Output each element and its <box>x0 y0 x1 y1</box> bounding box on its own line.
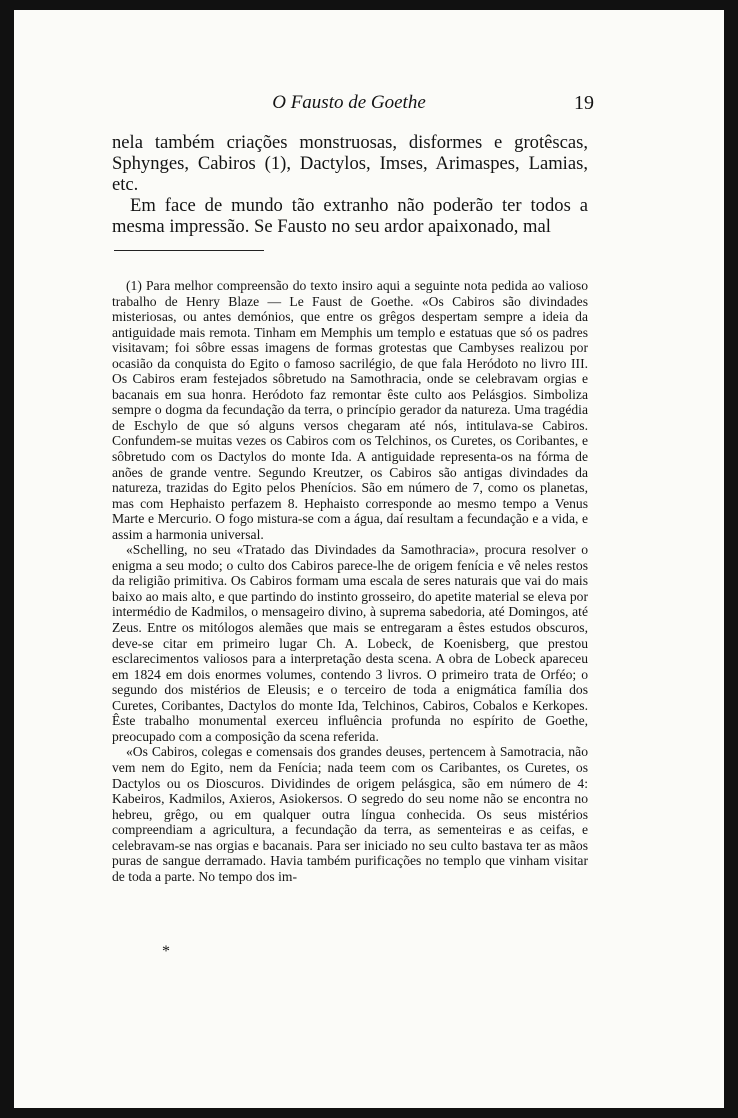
footnote-paragraph: (1) Para melhor compreensão do texto insiro aqui a seguinte nota pedida ao valioso trabalho de Henry Blaze — Le Faust de Goethe. «Os Cabiros são divindades misteriosas, ou antes demónios, que entre os grêgos despertam sempre a ideia da antiguidade mais remota. Tinham em Memphis um templo e estatuas que só os padres visitavam; foi sôbre essas imagens de formas grotestas que Cambyses realizou por ocasião da conquista do Egito o famoso sacrilégio, de que fala Heródoto no livro III. Os Cabiros eram festejados sôbretudo na Samothracia, onde se celebravam orgias e bacanais em sua honra. Heródoto faz remontar êste culto aos Pelásgios. Simboliza sempre o dogma da fecundação da terra, o princípio gerador da natureza. Uma tragédia de Eschylo de que só alguns versos chegaram até nós, intitulava-se Cabiros. Confundem-se muitas vezes os Cabiros com os Telchinos, os Curetes, os Coribantes, e sôbretudo com os Dactylos do monte Ida. A antiguidade representa-os na fórma de anões de grande ventre. Segundo Kreutzer, os Cabiros são antigas divindades da natureza, trazidas do Egito pelos Phenícios. São em número de 7, como os planetas, mas com Hephaisto perfazem 8. Hephaisto corresponde ao mesmo tempo a Venus Marte e Mercurio. O fogo mistura-se com a água, daí resultam a fecundação e a vida, e assim a harmonia universal. <box>112 278 588 542</box>
body-paragraph: nela também criações monstruosas, disformes e grotêscas, Sphynges, Cabiros (1), Dactylos, Imses, Arimaspes, Lamias, etc. <box>112 132 588 195</box>
footnote-paragraph: «Os Cabiros, colegas e comensais dos grandes deuses, pertencem à Samotracia, não vem nem do Egito, nem da Fenícia; nada teem com os Caribantes, os Curetes, os Dactylos ou os Dioscuros. Dividindes de origem pelásgica, são em número de 4: Kabeiros, Kadmilos, Axieros, Asiokersos. O segredo do seu nome não se encontra no hebreu, grêgo, ou em qualquer outra língua conhecida. Os seus mistérios compreendiam a agricultura, a fecundação da terra, as sementeiras e as ceifas, e celebravam-se nas orgias e bacanais. Para ser iniciado no seu culto bastava ter as mãos puras de sangue derramado. Havia também purificações no templo que vinham visitar de toda a parte. No tempo dos im- <box>112 744 588 884</box>
page-header <box>110 92 594 120</box>
page <box>14 10 724 1108</box>
footnote <box>112 278 588 884</box>
running-title: O Fausto de Goethe <box>272 92 426 113</box>
page-number: 19 <box>574 92 594 114</box>
footnote-paragraph: «Schelling, no seu «Tratado das Divindades da Samothracia», procura resolver o enigma a seu modo; o culto dos Cabiros parece-lhe de origem fenícia e vê neles restos da religião primitiva. Os Cabiros formam uma escala de seres naturais que vai do mais baixo ao mais alto, e que partindo do instinto grosseiro, do apetite material se eleva por intermédio de Kadmilos, o mensageiro divino, à suprema sabedoria, até Domingos, até Zeus. Entre os mitólogos alemães que mais se entregaram a êstes estudos obscuros, deve-se citar em primeiro lugar Ch. A. Lobeck, de Koenisberg, que prestou esclarecimentos valiosos para a interpretação desta scena. A obra de Lobeck apareceu em 1824 em dois enormes volumes, contendo 3 livros. O primeiro trata de Orféo; o segundo dos mistérios de Eleusis; e o terceiro de toda a enigmática família dos Curetes, Coribantes, Dactylos do monte Ida, Telchinos, Cabiros, Cobalos e Kerkopes. Êste trabalho monumental exerceu influência profunda no espírito de Goethe, preocupado com a composição da scena referida. <box>112 542 588 744</box>
footnote-rule <box>114 250 264 251</box>
body-paragraph: Em face de mundo tão extranho não poderão ter todos a mesma impressão. Se Fausto no seu ardor apaixonado, mal <box>112 195 588 237</box>
signature-mark: * <box>162 943 170 960</box>
body-text <box>112 132 588 237</box>
